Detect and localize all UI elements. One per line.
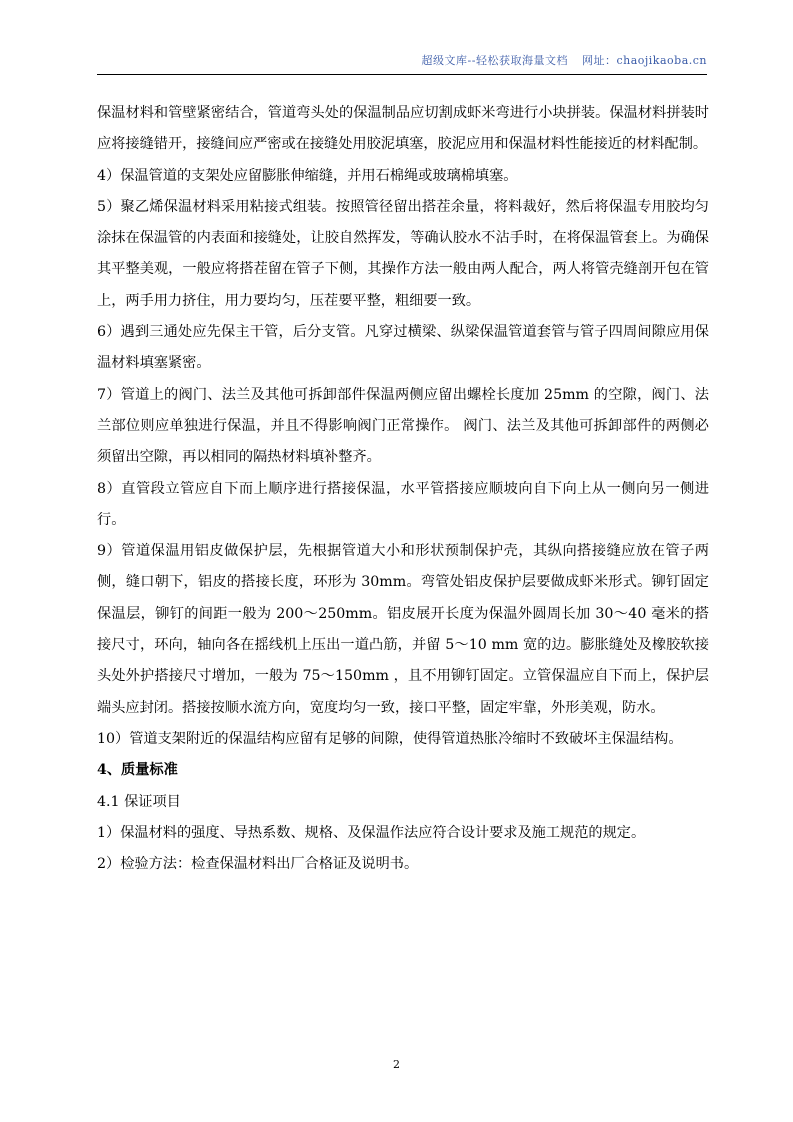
page-number: 2: [393, 1058, 400, 1071]
header-rule: [97, 74, 707, 75]
document-body: [97, 98, 709, 880]
paragraph-guarantee-2: 2）检验方法：检查保温材料出厂合格证及说明书。: [97, 856, 419, 873]
paragraph-item-10: 10）管道支架附近的保温结构应留有足够的间隙，使得管道热胀冷缩时不致破坏主保温结构。: [97, 730, 683, 747]
paragraph-guarantee-1: 1）保温材料的强度、导热系数、规格、及保温作法应符合设计要求及施工规范的规定。: [97, 824, 646, 841]
header-title: 超级文库--轻松获取海量文档: [421, 54, 568, 67]
header-site: 网址：chaojikaoba.cn: [581, 54, 707, 67]
section-heading-quality-standard: 4、质量标准: [97, 762, 178, 779]
paragraph-continuation: 保温材料和管壁紧密结合，管道弯头处的保温制品应切割成虾米弯进行小块拼装。保温材料拼装时应将接缝错开，接缝间应严密或在接缝处用胶泥填塞，胶泥应用和保温材料性能接近的材料配制。: [97, 105, 709, 153]
paragraph-item-8: 8）直管段立管应自下而上顺序进行搭接保温，水平管搭接应顺坡向自下向上从一侧向另一侧进行。: [97, 480, 709, 528]
paragraph-item-4: 4）保温管道的支架处应留膨胀伸缩缝，并用石棉绳或玻璃棉填塞。: [97, 167, 518, 184]
page-header: [97, 52, 707, 74]
paragraph-item-7: 7）管道上的阀门、法兰及其他可拆卸部件保温两侧应留出螺栓长度加 25mm 的空隙，阀门、法兰部位则应单独进行保温，并且不得影响阀门正常操作。 阀门、法兰及其他可拆卸部件的两侧必须留出空隙，再以相同的隔热材料填补整齐。: [97, 386, 709, 466]
subsection-heading-guarantee-items: 4.1 保证项目: [97, 793, 181, 810]
paragraph-item-5: 5）聚乙烯保温材料采用粘接式组装。按照管径留出搭茬余量，将料裁好，然后将保温专用胶均匀涂抹在保温管的内表面和接缝处，让胶自然挥发，等确认胶水不沾手时，在将保温管套上。为确保其平整美观，一般应将搭茬留在管子下侧，其操作方法一般由两人配合，两人将管壳缝剖开包在管上，两手用力挤住，用力要均匀，压茬要平整，粗细要一致。: [97, 198, 709, 309]
paragraph-item-9: 9）管道保温用铝皮做保护层，先根据管道大小和形状预制保护壳，其纵向搭接缝应放在管子两侧，缝口朝下，铝皮的搭接长度，环形为 30mm。弯管处铝皮保护层要做成虾米形式。铆钉固定保温层，铆钉的间距一般为 200～250mm。铝皮展开长度为保温外圆周长加 30～40 毫米的搭接尺寸，环向，轴向各在摇线机上压出一道凸筋，并留 5～10 mm 宽的边。膨胀缝处及橡胶软接头处外护搭接尺寸增加，一般为 75～150mm ，且不用铆钉固定。立管保温应自下而上，保护层端头应封闭。搭接按顺水流方向，宽度均匀一致，接口平整，固定牢靠，外形美观，防水。: [97, 543, 709, 716]
paragraph-item-6: 6）遇到三通处应先保主干管，后分支管。凡穿过横梁、纵梁保温管道套管与管子四周间隙应用保温材料填塞紧密。: [97, 324, 709, 372]
